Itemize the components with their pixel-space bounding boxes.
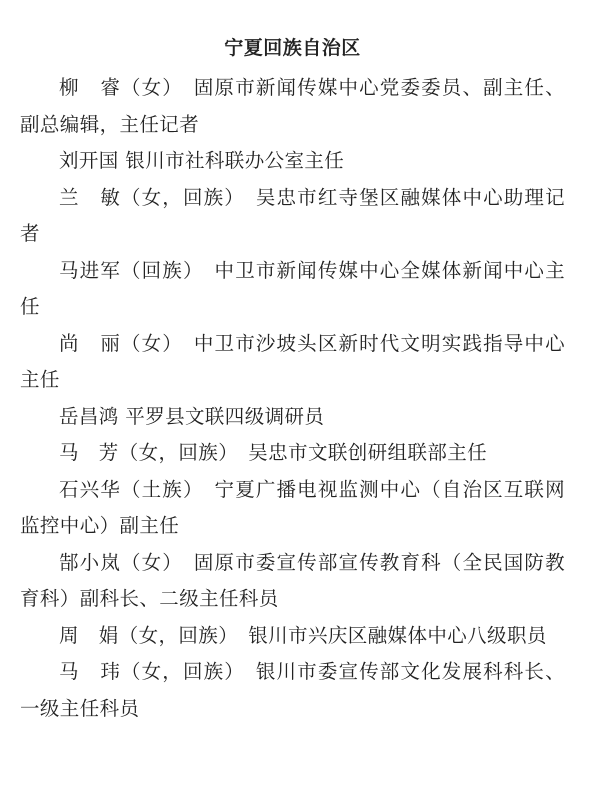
list-entry-4: 马进军（回族） 中卫市新闻传媒中心全媒体新闻中心主任 [20, 258, 565, 318]
section-title: 宁夏回族自治区 [224, 37, 361, 59]
list-entry-9: 郜小岚（女） 固原市委宣传部宣传教育科（全民国防教育科）副科长、二级主任科员 [20, 550, 565, 610]
list-entry-10: 周 娟（女，回族） 银川市兴庆区融媒体中心八级职员 [59, 623, 547, 647]
list-entry-7: 马 芳（女，回族） 吴忠市文联创研组联部主任 [59, 441, 488, 464]
list-entry-6: 岳昌鸿 平罗县文联四级调研员 [59, 404, 325, 428]
list-entry-8: 石兴华（土族） 宁夏广播电视监测中心（自治区互联网监控中心）副主任 [20, 477, 565, 537]
list-entry-11: 马 玮（女，回族） 银川市委宣传部文化发展科科长、一级主任科员 [20, 660, 565, 720]
list-entry-2: 刘开国 银川市社科联办公室主任 [59, 149, 345, 172]
list-entry-1: 柳 睿（女） 固原市新闻传媒中心党委委员、副主任、副总编辑，主任记者 [20, 76, 565, 136]
list-entry-5: 尚 丽（女） 中卫市沙坡头区新时代文明实践指导中心主任 [20, 331, 565, 391]
document-page [20, 36, 565, 727]
list-entry-3: 兰 敏（女，回族） 吴忠市红寺堡区融媒体中心助理记者 [20, 185, 565, 245]
